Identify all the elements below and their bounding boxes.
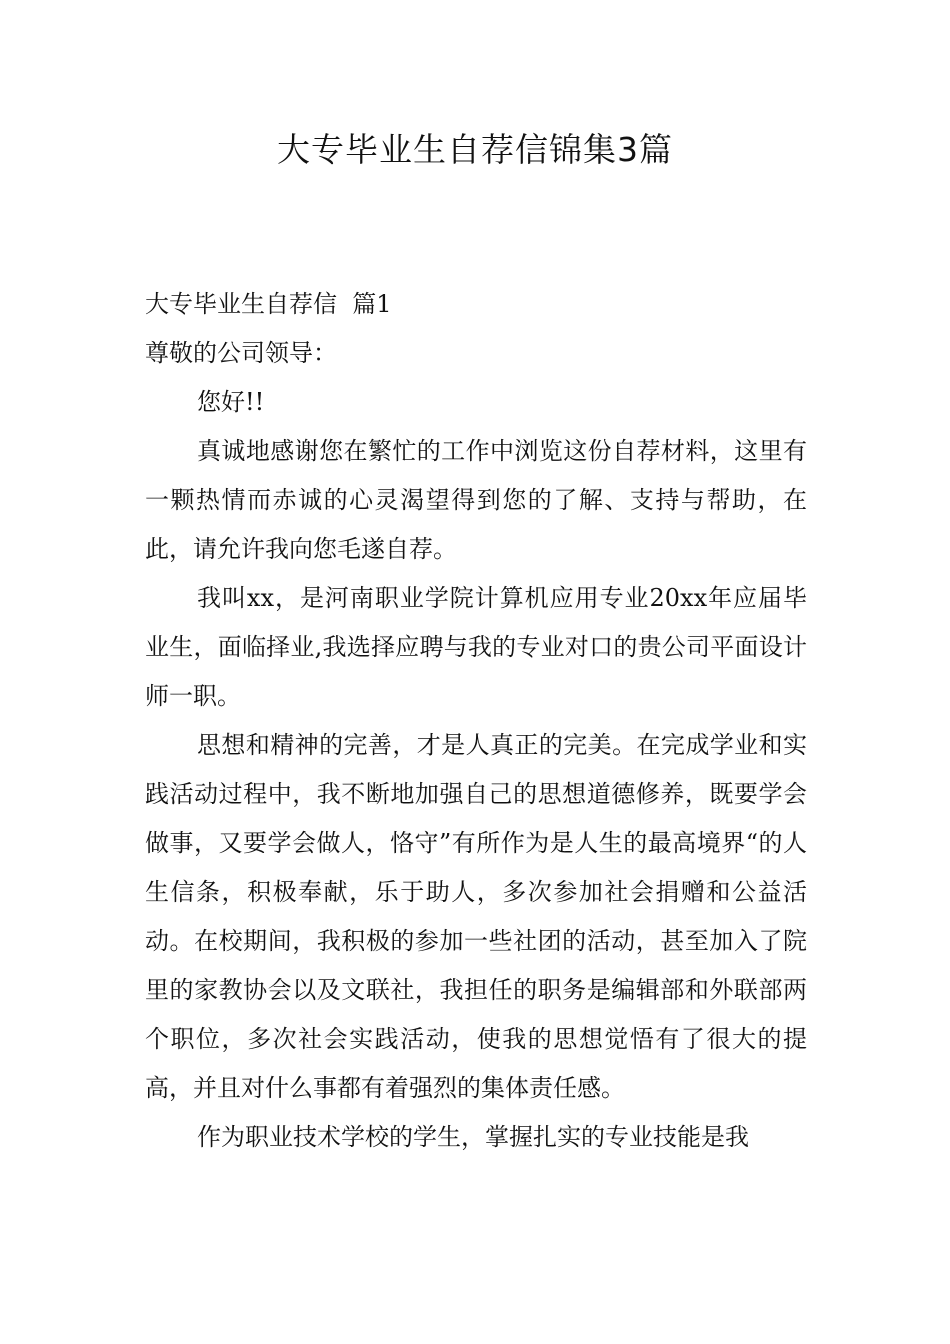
paragraph-skills: 作为职业技术学校的学生，掌握扎实的专业技能是我 <box>197 1123 749 1151</box>
greeting: 您好!! <box>197 388 265 416</box>
document-body <box>145 280 807 1162</box>
paragraph-introduction: 我叫xx，是河南职业学院计算机应用专业20xx年应届毕业生，面临择业,我选择应聘与我的专业对口的贵公司平面设计师一职。 <box>145 584 807 710</box>
section-heading: 大专毕业生自荐信 篇1 <box>145 290 392 318</box>
document-title: 大专毕业生自荐信锦集3篇 <box>277 130 673 169</box>
paragraph-gratitude: 真诚地感谢您在繁忙的工作中浏览这份自荐材料，这里有一颗热情而赤诚的心灵渴望得到您的了解、支持与帮助，在此，请允许我向您毛遂自荐。 <box>145 437 807 563</box>
paragraph-character: 思想和精神的完善，才是人真正的完美。在完成学业和实践活动过程中，我不断地加强自己的思想道德修养，既要学会做事，又要学会做人，恪守”有所作为是人生的最高境界“的人生信条，积极奉献，乐于助人，多次参加社会捐赠和公益活动。在校期间，我积极的参加一些社团的活动，甚至加入了院里的家教协会以及文联社，我担任的职务是编辑部和外联部两个职位，多次社会实践活动，使我的思想觉悟有了很大的提高，并且对什么事都有着强烈的集体责任感。 <box>145 731 807 1102</box>
salutation: 尊敬的公司领导： <box>145 339 337 367</box>
